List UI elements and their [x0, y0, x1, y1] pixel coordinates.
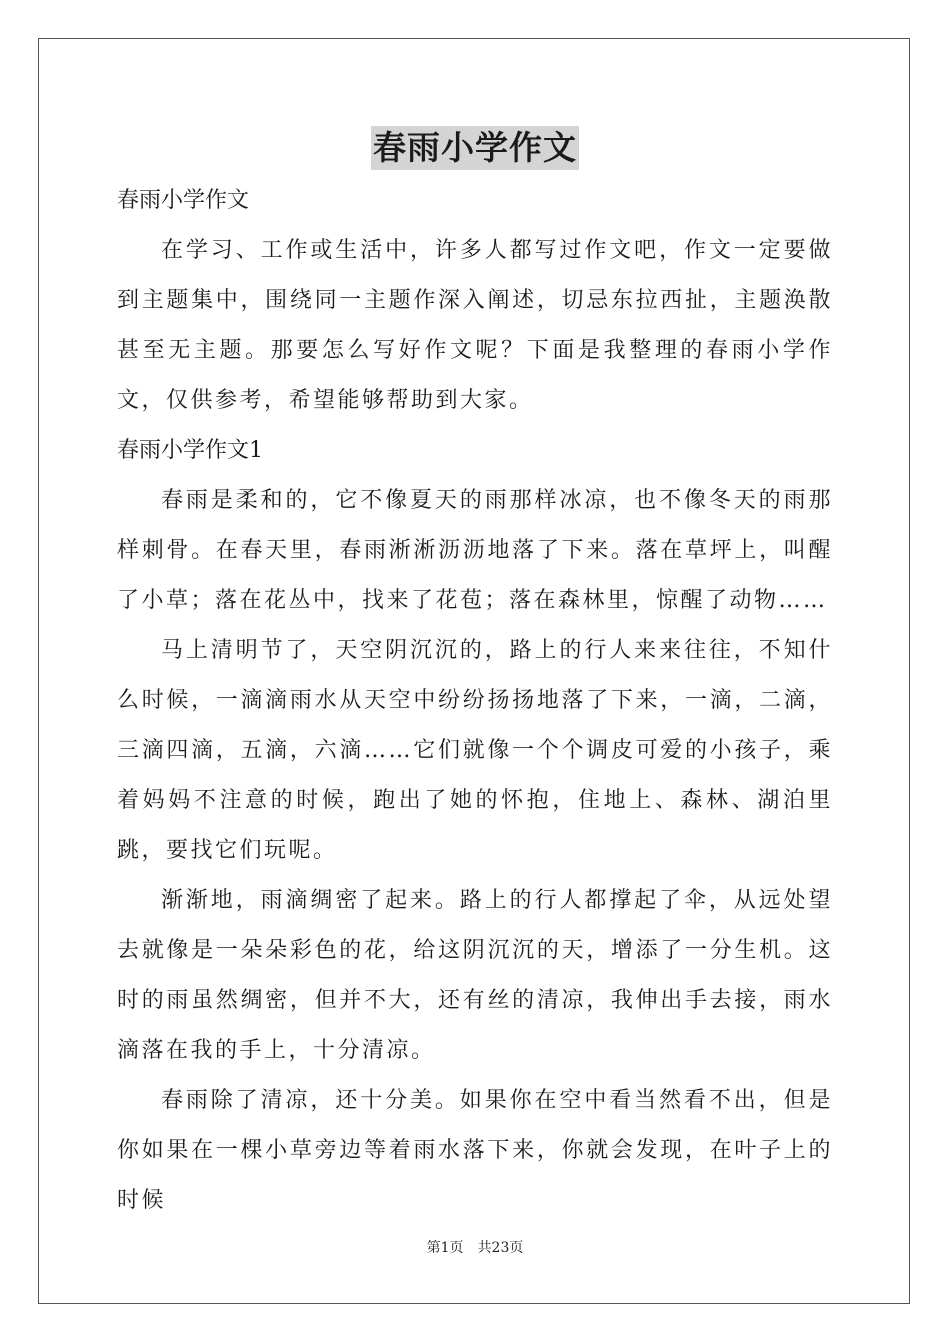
- paragraph-1: 春雨是柔和的，它不像夏天的雨那样冰凉，也不像冬天的雨那样刺骨。在春天里，春雨淅淅沥沥地落了下来。落在草坪上，叫醒了小草；落在花丛中，找来了花苞；落在森林里，惊醒了动物……: [117, 488, 833, 613]
- paragraph-2: 马上清明节了，天空阴沉沉的，路上的行人来来往往，不知什么时候，一滴滴雨水从天空中纷纷扬扬地落了下来，一滴，二滴，三滴四滴，五滴，六滴……它们就像一个个调皮可爱的小孩子，乘着妈妈不注意的时候，跑出了她的怀抱，住地上、森林、湖泊里跳，要找它们玩呢。: [117, 638, 833, 863]
- subtitle: 春雨小学作文: [117, 188, 250, 213]
- paragraph-4: 春雨除了清凉，还十分美。如果你在空中看当然看不出，但是你如果在一棵小草旁边等着雨水落下来，你就会发现，在叶子上的时候: [117, 1088, 833, 1213]
- document-title: [0, 126, 950, 170]
- section-heading: 春雨小学作文1: [117, 438, 263, 463]
- page-total: 共23页: [477, 1240, 524, 1256]
- title-text: 春雨小学作文: [371, 126, 579, 170]
- intro-paragraph: 在学习、工作或生活中，许多人都写过作文吧，作文一定要做到主题集中，围绕同一主题作深入阐述，切忌东拉西扯，主题涣散甚至无主题。那要怎么写好作文呢？下面是我整理的春雨小学作文，仅供参考，希望能够帮助到大家。: [117, 238, 833, 413]
- paragraph-3: 渐渐地，雨滴绸密了起来。路上的行人都撑起了伞，从远处望去就像是一朵朵彩色的花，给这阴沉沉的天，增添了一分生机。这时的雨虽然绸密，但并不大，还有丝的清凉，我伸出手去接，雨水滴落在我的手上，十分清凉。: [117, 888, 833, 1063]
- document-body: [117, 176, 833, 1226]
- page-footer: [0, 1238, 950, 1258]
- page-number: 第1页: [426, 1240, 464, 1256]
